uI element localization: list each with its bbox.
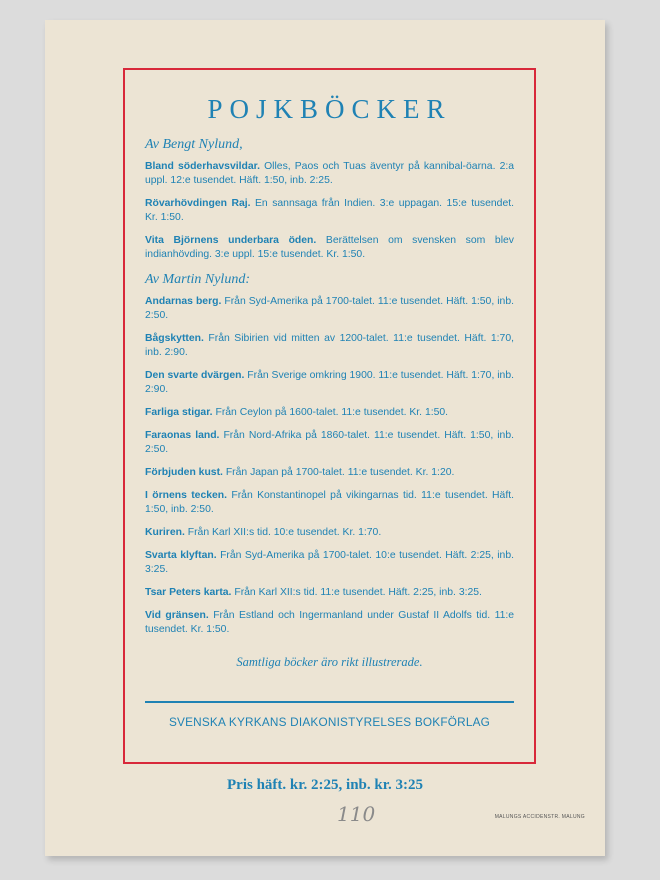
list-item — [145, 295, 514, 323]
book-title: Förbjuden kust. — [145, 467, 223, 478]
book-back-cover — [45, 20, 605, 856]
book-description: Berättelsen om svensken som blev indianhövding. 3:e uppl. 15:e tusendet. Kr. 1:50. — [145, 235, 514, 260]
book-description: Från Japan på 1700-talet. 11:e tusendet. Kr. 1:20. — [225, 467, 455, 478]
list-item — [145, 609, 514, 637]
book-title: I örnens tecken. — [145, 490, 228, 501]
list-item — [145, 234, 514, 262]
book-title: Svarta klyftan. — [145, 550, 217, 561]
author-heading: Av Martin Nylund: — [145, 272, 250, 287]
book-title: Bland söderhavsvildar. — [145, 161, 260, 172]
divider — [145, 701, 514, 703]
book-description: Från Syd-Amerika på 1700-talet. 10:e tusendet. Häft. 2:25, inb. 3:25. — [145, 550, 514, 575]
book-description: Från Sibirien vid mitten av 1200-talet. 11:e tusendet. Häft. 1:70, inb. 2:90. — [145, 333, 514, 358]
book-description: Från Sverige omkring 1900. 11:e tusendet. Häft. 1:70, inb. 2:90. — [145, 370, 515, 395]
author-heading: Av Bengt Nylund, — [145, 137, 243, 152]
list-item — [145, 332, 514, 360]
publisher-name: SVENSKA KYRKANS DIAKONISTYRELSES BOKFÖRLAG — [168, 715, 491, 729]
book-title: Faraonas land. — [145, 430, 220, 441]
book-title: Vita Björnens underbara öden. — [145, 235, 317, 246]
book-title: Vid gränsen. — [145, 610, 209, 621]
book-description: Från Konstantinopel på vikingarnas tid. 11:e tusendet. Häft. 1:50, inb. 2:50. — [145, 490, 514, 515]
list-item — [145, 466, 514, 480]
book-description: Från Nord-Afrika på 1860-talet. 11:e tusendet. Häft. 1:50, inb. 2:50. — [145, 430, 514, 455]
page-title: POJKBÖCKER — [207, 94, 452, 124]
book-description: Från Karl XII:s tid. 10:e tusendet. Kr. 1:70. — [187, 527, 382, 538]
list-item — [145, 586, 514, 600]
illustration-note: Samtliga böcker äro rikt illustrerade. — [236, 655, 423, 669]
book-description: Från Syd-Amerika på 1700-talet. 11:e tusendet. Häft. 1:50, inb. 2:50. — [145, 296, 514, 321]
list-item — [145, 197, 514, 225]
book-title: Kuriren. — [145, 527, 185, 538]
book-description: Från Ceylon på 1600-talet. 11:e tusendet. Kr. 1:50. — [215, 407, 449, 418]
book-description: Från Karl XII:s tid. 11:e tusendet. Häft. 2:25, inb. 3:25. — [234, 587, 482, 598]
book-title: Den svarte dvärgen. — [145, 370, 245, 381]
book-title: Bågskytten. — [145, 333, 204, 344]
book-description: Från Estland och Ingermanland under Gustaf II Adolfs tid. 11:e tusendet. Kr. 1:50. — [145, 610, 515, 635]
price-line: Pris häft. kr. 2:25, inb. kr. 3:25 — [227, 777, 423, 793]
list-item — [145, 406, 514, 420]
handwritten-number: 110 — [337, 802, 376, 826]
book-description: En sannsaga från Indien. 3:e uppagan. 15:e tusendet. Kr. 1:50. — [145, 198, 514, 223]
list-item — [145, 526, 514, 540]
list-item — [145, 549, 514, 577]
list-item — [145, 489, 514, 517]
printer-imprint: MALUNGS ACCIDENSTR. MALUNG — [494, 814, 585, 820]
list-item — [145, 429, 514, 457]
book-title: Rövarhövdingen Raj. — [145, 198, 251, 209]
book-title: Farliga stigar. — [145, 407, 213, 418]
book-title: Tsar Peters karta. — [145, 587, 232, 598]
book-title: Andarnas berg. — [145, 296, 222, 307]
red-border-frame — [123, 68, 536, 764]
book-description: Olles, Paos och Tuas äventyr på kannibal-öarna. 2:a uppl. 12:e tusendet. Häft. 1:50, inb. 2:25. — [145, 161, 515, 186]
list-item — [145, 369, 514, 397]
list-item — [145, 160, 514, 188]
